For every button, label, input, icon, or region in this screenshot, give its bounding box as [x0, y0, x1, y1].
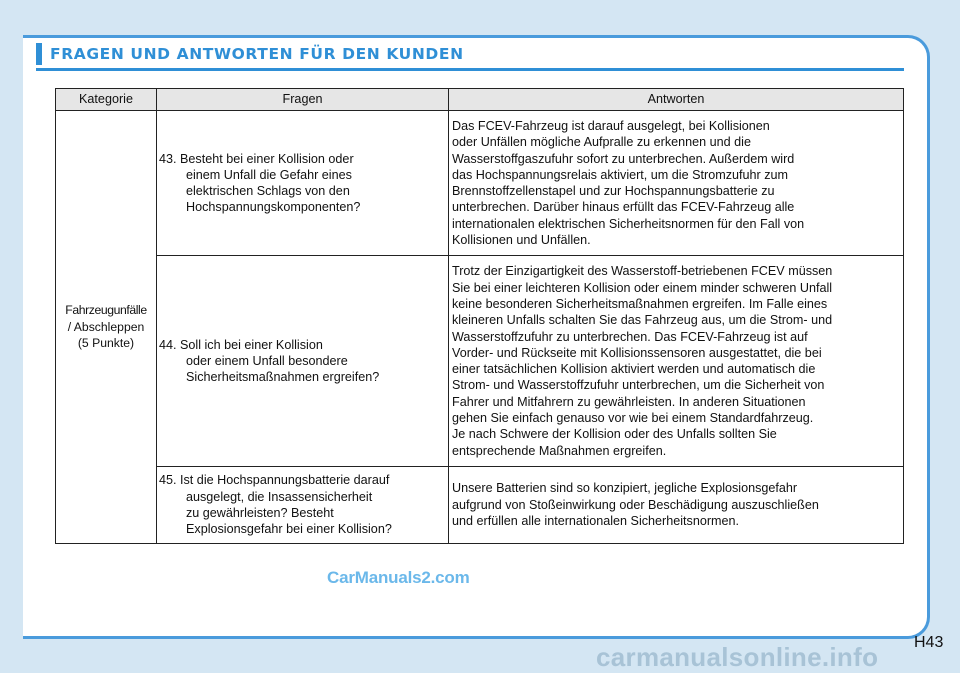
answer-cell — [449, 466, 904, 543]
answer-line: aufgrund von Stoßeinwirkung oder Beschädigung auszuschließen — [452, 497, 819, 512]
answer-line: entsprechende Maßnahmen ergreifen. — [452, 443, 667, 458]
answer-line: Brennstoffzellenstapel und zur Hochspannungsbatterie zu — [452, 184, 775, 199]
question-number: 43. — [159, 151, 177, 166]
column-header-answers: Antworten — [449, 89, 904, 111]
answer-line: Wasserstoffzufuhr zu unterbrechen. Das FCEV-Fahrzeug ist auf — [452, 329, 808, 344]
page-number: H43 — [914, 634, 944, 651]
answer-line: Wasserstoffgaszufuhr sofort zu unterbrechen. Außerdem wird — [452, 151, 795, 166]
question-number: 44. — [159, 337, 177, 352]
answer-line: Kollisionen und Unfällen. — [452, 233, 591, 248]
section-title: FRAGEN UND ANTWORTEN FÜR DEN KUNDEN — [50, 45, 464, 63]
question-line: Explosionsgefahr bei einer Kollision? — [186, 522, 392, 537]
table-row — [56, 466, 904, 543]
answer-line: Fahrer und Mitfahrern zu gewährleisten. In anderen Situationen — [452, 394, 806, 409]
category-line: / Abschleppen — [67, 319, 145, 334]
question-line: 43. Besteht bei einer Kollision oder — [159, 151, 354, 166]
question-line: Hochspannungskomponenten? — [186, 200, 361, 215]
question-line: Sicherheitsmaßnahmen ergreifen? — [186, 370, 380, 385]
question-line: 44. Soll ich bei einer Kollision — [159, 337, 323, 352]
answer-line: kleineren Unfalls schalten Sie das Fahrzeug aus, um die Strom- und — [452, 313, 833, 328]
table-row — [56, 111, 904, 256]
table-header-row — [56, 89, 904, 111]
column-header-questions: Fragen — [157, 89, 449, 111]
footer-watermark: carmanualsonline.info — [596, 642, 879, 672]
answer-line: Trotz der Einzigartigkeit des Wasserstoff-betriebenen FCEV müssen — [452, 264, 833, 279]
section-accent-bar — [36, 43, 42, 65]
answer-cell — [449, 256, 904, 467]
question-line: elektrischen Schlags von den — [186, 184, 350, 199]
category-cell — [56, 111, 157, 544]
answer-line: und erfüllen alle internationalen Sicherheitsnormen. — [452, 514, 740, 529]
answer-line: gehen Sie einfach genauso vor wie bei einem Standardfahrzeug. — [452, 411, 814, 426]
answer-line: Strom- und Wasserstoffzufuhr unterbrechen, um die Sicherheit von — [452, 378, 825, 393]
answer-cell — [449, 111, 904, 256]
category-line: (5 Punkte) — [77, 336, 135, 351]
answer-line: Je nach Schwere der Kollision oder des Unfalls sollten Sie — [452, 427, 777, 442]
answer-line: internationalen elektrischen Sicherheitsnormen für den Fall von — [452, 216, 805, 231]
section-title-rule — [36, 68, 904, 71]
question-number: 45. — [159, 473, 177, 488]
question-cell — [157, 466, 449, 543]
column-header-category: Kategorie — [56, 89, 157, 111]
question-cell — [157, 256, 449, 467]
answer-line: oder Unfällen mögliche Aufpralle zu erkennen und die — [452, 135, 751, 150]
answer-line: einer tatsächlichen Kollision aktiviert werden und automatisch die — [452, 362, 816, 377]
answer-line: keine besonderen Sicherheitsmaßnahmen ergreifen. Im Falle eines — [452, 296, 828, 311]
question-line: 45. Ist die Hochspannungsbatterie darauf — [159, 473, 390, 488]
answer-line: Sie bei einer leichteren Kollision oder einem minder schweren Unfall — [452, 280, 833, 295]
question-line: einem Unfall die Gefahr eines — [186, 167, 352, 182]
category-line: Fahrzeugunfälle — [65, 303, 147, 318]
answer-line: Vorder- und Rückseite mit Kollisionssensoren ausgestattet, die bei — [452, 345, 822, 360]
question-line: zu gewährleisten? Besteht — [186, 505, 334, 520]
answer-line: das Hochspannungsrelais aktiviert, um die Stromzufuhr zum — [452, 167, 788, 182]
answer-line: Unsere Batterien sind so konzipiert, jegliche Explosionsgefahr — [452, 481, 798, 496]
table-row — [56, 256, 904, 467]
question-line: ausgelegt, die Insassensicherheit — [186, 489, 373, 504]
question-cell — [157, 111, 449, 256]
answer-line: Das FCEV-Fahrzeug ist darauf ausgelegt, bei Kollisionen — [452, 119, 770, 133]
question-line: oder einem Unfall besondere — [186, 354, 348, 368]
answer-line: unterbrechen. Darüber hinaus erfüllt das FCEV-Fahrzeug alle — [452, 200, 795, 215]
qa-table — [55, 88, 904, 544]
watermark-link[interactable]: CarManuals2.com — [327, 568, 470, 587]
